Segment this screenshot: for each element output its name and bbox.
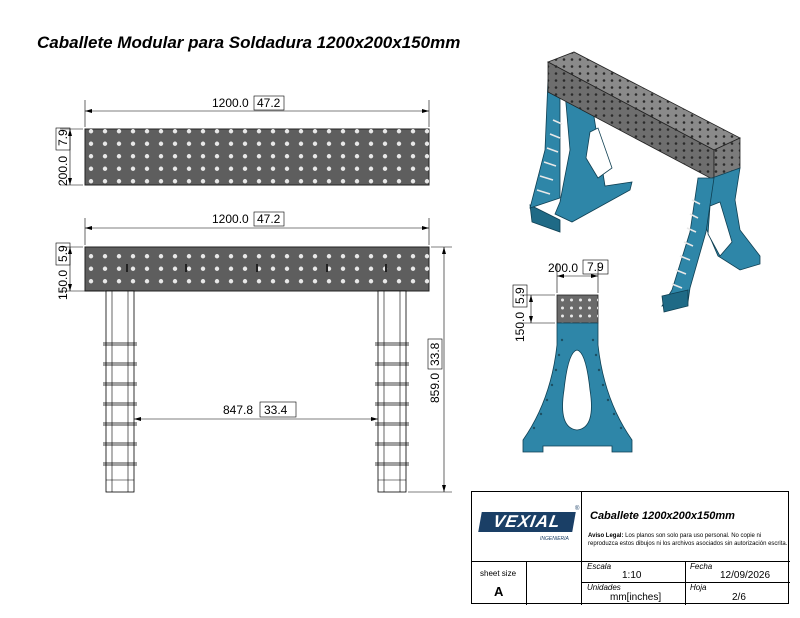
fecha-label: Fecha: [690, 562, 713, 571]
dim-side-height: 150.0: [513, 311, 527, 342]
dim-beam-height: 150.0: [56, 269, 70, 300]
escala-label: Escala: [587, 562, 612, 571]
logo-subtitle: INGENIERIA: [540, 536, 569, 542]
dim-top-length: 1200.0: [212, 96, 249, 110]
dim-front-length: 1200.0: [212, 212, 249, 226]
title-block: [471, 491, 789, 604]
dim-side-height-in: 5.9: [513, 287, 527, 304]
sheet-size-cell: [472, 562, 527, 605]
drawing-title: Caballete Modular para Soldadura 1200x200x150mm: [37, 33, 461, 52]
escala-cell: [582, 562, 686, 583]
sheet-size-label: sheet size: [480, 569, 517, 578]
dim-top-width: 200.0: [56, 155, 70, 186]
front-leg-left: [103, 291, 137, 492]
dim-total-height: 859.0: [428, 372, 442, 403]
front-view: [56, 212, 452, 492]
logo-cell: [472, 492, 582, 562]
dim-top-length-in: 47.2: [257, 96, 281, 110]
hoja-cell: [686, 583, 790, 605]
dim-top-width-in: 7.9: [56, 129, 70, 146]
part-name-cell: [582, 492, 790, 562]
fecha-value: 12/09/2026: [720, 570, 771, 581]
front-leg-right: [375, 291, 409, 492]
dim-leg-span-in: 33.4: [264, 403, 288, 417]
part-name: Caballete 1200x200x150mm: [590, 510, 735, 522]
unidades-value: mm[inches]: [610, 592, 662, 603]
top-view: [56, 96, 429, 186]
dim-beam-height-in: 5.9: [56, 245, 70, 262]
side-view: [513, 260, 632, 452]
iso-leg-front: [662, 168, 760, 312]
vexial-logo: VEXIAL: [478, 512, 576, 532]
legal-notice: [588, 532, 788, 548]
dim-front-length-in: 47.2: [257, 212, 281, 226]
blank-cell: [527, 562, 582, 605]
hoja-label: Hoja: [690, 583, 707, 592]
unidades-label: Unidades: [587, 583, 621, 592]
sheet-size-value: A: [494, 584, 504, 599]
dim-side-width: 200.0: [548, 261, 579, 275]
dim-leg-span: 847.8: [223, 403, 254, 417]
hoja-value: 2/6: [732, 592, 746, 603]
dim-side-width-in: 7.9: [587, 260, 604, 274]
unidades-cell: [582, 583, 686, 605]
legal-label: Aviso Legal:: [588, 533, 624, 539]
escala-value: 1:10: [622, 570, 642, 581]
legal-text: Los planos son solo para uso personal. No copie ni reproduzca estos dibujos ni los archivos asociados sin autorización escrita.: [588, 533, 788, 547]
registered-mark: ®: [575, 506, 580, 512]
fecha-cell: [686, 562, 790, 583]
dim-total-height-in: 33.8: [428, 342, 442, 366]
